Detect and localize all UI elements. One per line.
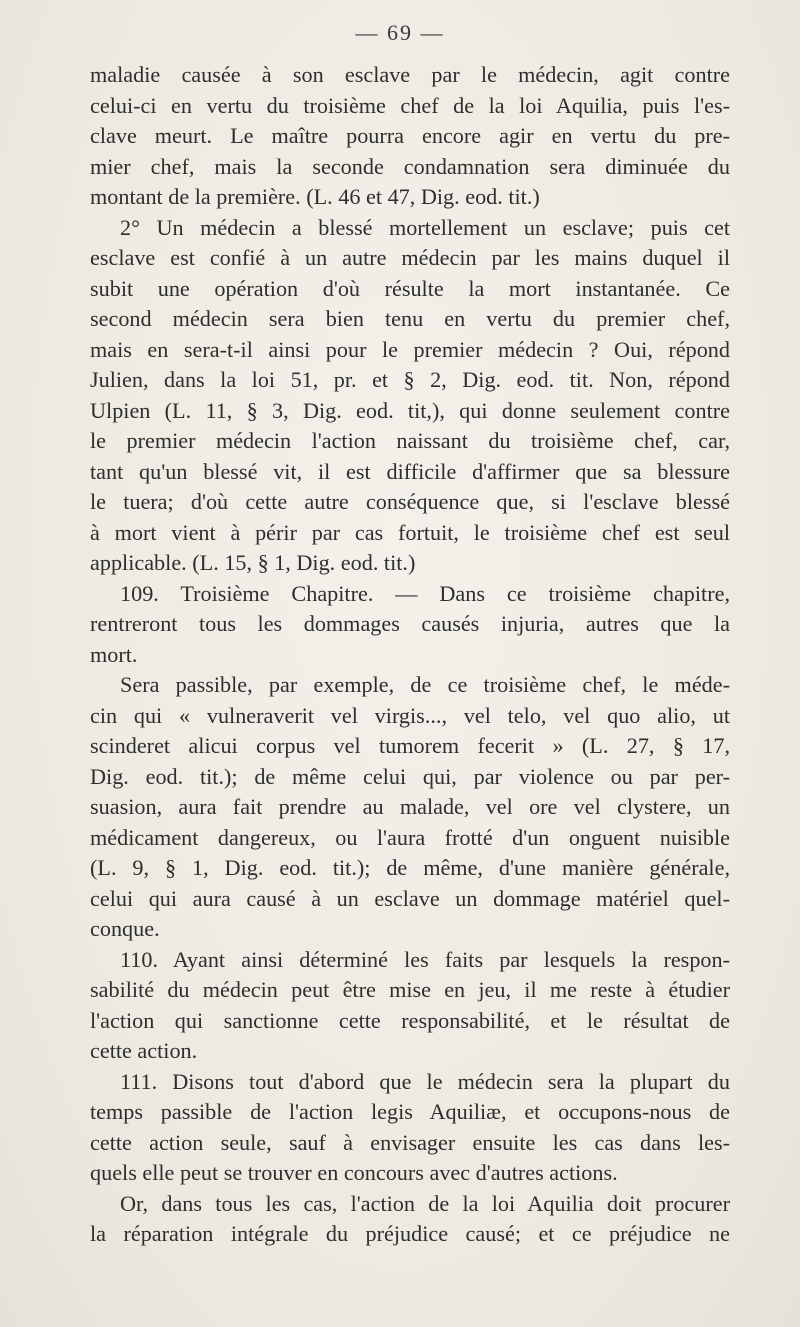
text-line: Julien, dans la loi 51, pr. et § 2, Dig. eod. tit. Non, répond <box>90 367 730 392</box>
text-line: conque. <box>90 916 160 941</box>
text-line: celui qui aura causé à un esclave un dommage matériel quel- <box>90 885 730 911</box>
text-line: cette action seule, sauf à envisager ensuite les cas dans les- <box>90 1129 730 1155</box>
text-line: 110. Ayant ainsi déterminé les faits par lesquels la respon- <box>120 946 730 972</box>
text-line: le premier médecin l'action naissant du troisième chef, car, <box>90 428 730 453</box>
text-line: le tuera; d'où cette autre conséquence que, si l'esclave blessé <box>90 489 730 514</box>
text-line: cin qui « vulneraverit vel virgis..., vel telo, vel quo alio, ut <box>90 702 730 728</box>
text-line: Ulpien (L. 11, § 3, Dig. eod. tit,), qui donne seulement contre <box>90 397 730 423</box>
text-line: clave meurt. Le maître pourra encore agir en vertu du pre- <box>90 123 730 148</box>
text-line: tant qu'un blessé vit, il est difficile d'affirmer que sa blessure <box>90 458 730 484</box>
text-line: quels elle peut se trouver en concours avec d'autres actions. <box>90 1160 618 1185</box>
text-line: cette action. <box>90 1038 198 1063</box>
text-line: subit une opération d'où résulte la mort instantanée. Ce <box>90 275 730 301</box>
page-number: — 69 — <box>355 20 445 45</box>
text-line: suasion, aura fait prendre au malade, vel ore vel clystere, un <box>90 794 730 819</box>
text-line: l'action qui sanctionne cette responsabilité, et le résultat de <box>90 1007 730 1033</box>
body-text <box>90 60 730 1250</box>
text-line: scinderet alicui corpus vel tumorem fecerit » (L. 27, § 17, <box>90 733 730 758</box>
text-line: Or, dans tous les cas, l'action de la loi Aquilia doit procurer <box>120 1190 730 1216</box>
text-line: Dig. eod. tit.); de même celui qui, par violence ou par per- <box>90 763 730 789</box>
text-line: rentreront tous les dommages causés injuria, autres que la <box>90 611 730 636</box>
text-line: celui-ci en vertu du troisième chef de la loi Aquilia, puis l'es- <box>90 92 730 118</box>
text-line: second médecin sera bien tenu en vertu du premier chef, <box>90 306 730 331</box>
text-line: à mort vient à périr par cas fortuit, le troisième chef est seul <box>90 519 730 545</box>
text-line: Sera passible, par exemple, de ce troisième chef, le méde- <box>120 672 730 697</box>
text-line: temps passible de l'action legis Aquiliæ, et occupons-nous de <box>90 1099 730 1124</box>
text-line: la réparation intégrale du préjudice causé; et ce préjudice ne <box>90 1221 730 1246</box>
text-line: mort. <box>90 641 138 667</box>
text-line: sabilité du médecin peut être mise en jeu, il me reste à étudier <box>90 977 730 1002</box>
text-line: mier chef, mais la seconde condamnation sera diminuée du <box>90 153 730 179</box>
text-line: 109. Troisième Chapitre. — Dans ce troisième chapitre, <box>120 580 730 606</box>
text-line: montant de la première. (L. 46 et 47, Dig. eod. tit.) <box>90 184 540 209</box>
text-line: médicament dangereux, ou l'aura frotté d'un onguent nuisible <box>90 824 730 850</box>
text-line: maladie causée à son esclave par le médecin, agit contre <box>90 62 730 87</box>
text-line: (L. 9, § 1, Dig. eod. tit.); de même, d'une manière générale, <box>90 855 730 880</box>
text-line: 2° Un médecin a blessé mortellement un esclave; puis cet <box>120 214 730 240</box>
text-line: mais en sera-t-il ainsi pour le premier médecin ? Oui, répond <box>90 336 730 362</box>
text-line: esclave est confié à un autre médecin par les mains duquel il <box>90 245 730 270</box>
text-line: 111. Disons tout d'abord que le médecin sera la plupart du <box>120 1068 730 1094</box>
text-line: applicable. (L. 15, § 1, Dig. eod. tit.) <box>90 550 416 575</box>
